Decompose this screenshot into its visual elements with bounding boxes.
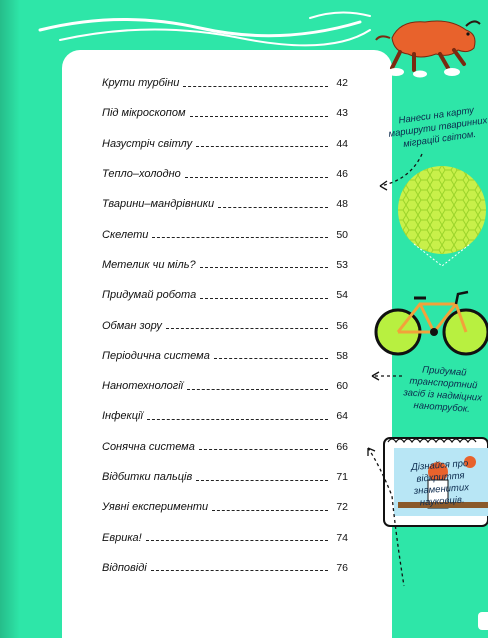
toc-leader-dashes	[214, 358, 328, 359]
toc-leader-dashes	[190, 116, 329, 117]
toc-entry-title: Тварини–мандрівники	[102, 198, 218, 210]
note-scientists: Дізнайся про відкриття знаменитих науковців.	[410, 458, 470, 509]
toc-entry-title: Скелети	[102, 229, 152, 241]
toc-entry-page-number: 64	[336, 410, 348, 423]
toc-leader-dashes	[185, 177, 328, 178]
table-of-contents-card	[62, 50, 392, 638]
toc-entry-title: Тепло–холодно	[102, 168, 185, 180]
toc-entry[interactable]	[102, 189, 348, 219]
toc-leader-dashes	[151, 570, 328, 571]
toc-entry-page-number: 74	[336, 531, 348, 544]
toc-entry-page-number: 42	[336, 77, 348, 90]
toc-entry-title: Назустріч світлу	[102, 138, 196, 150]
toc-entry[interactable]	[102, 553, 348, 583]
toc-entry[interactable]	[102, 129, 348, 159]
toc-entry[interactable]	[102, 371, 348, 401]
toc-entry-title: Метелик чи міль?	[102, 259, 200, 271]
toc-entry[interactable]	[102, 250, 348, 280]
note-nanotube: Придумай транспортний засіб із надміцних нанотрубок.	[402, 364, 483, 415]
toc-leader-dashes	[196, 480, 328, 481]
toc-leader-dashes	[147, 419, 328, 420]
toc-entry-page-number: 66	[336, 440, 348, 453]
toc-entry[interactable]	[102, 341, 348, 371]
toc-leader-dashes	[166, 328, 328, 329]
toc-entry-title: Придумай робота	[102, 289, 200, 301]
note-migration: Нанеси на карту маршрути тваринних міграцій світом.	[387, 104, 488, 150]
toc-leader-dashes	[187, 389, 328, 390]
toc-leader-dashes	[152, 237, 328, 238]
toc-entry[interactable]	[102, 492, 348, 522]
toc-entry-title: Сонячна система	[102, 441, 199, 453]
toc-leader-dashes	[199, 449, 328, 450]
page-edge-tab	[478, 612, 488, 630]
toc-entry-page-number: 60	[336, 380, 348, 393]
toc-entry[interactable]	[102, 522, 348, 552]
toc-entry-page-number: 48	[336, 198, 348, 211]
toc-entry-page-number: 56	[336, 319, 348, 332]
toc-entry-page-number: 43	[336, 107, 348, 120]
toc-leader-dashes	[200, 267, 328, 268]
toc-entry[interactable]	[102, 98, 348, 128]
toc-entry[interactable]	[102, 219, 348, 249]
toc-entry-page-number: 72	[336, 501, 348, 514]
toc-entry[interactable]	[102, 401, 348, 431]
toc-entry-title: Обман зору	[102, 320, 166, 332]
toc-entry-title: Під мікроскопом	[102, 107, 190, 119]
toc-entry-title: Відповіді	[102, 562, 151, 574]
toc-list	[102, 68, 348, 583]
toc-leader-dashes	[146, 540, 328, 541]
toc-entry-page-number: 50	[336, 228, 348, 241]
toc-entry-page-number: 54	[336, 289, 348, 302]
toc-entry-page-number: 71	[336, 471, 348, 483]
hexagon-globe-illustration	[394, 160, 488, 270]
toc-entry-page-number: 76	[336, 561, 348, 574]
toc-leader-dashes	[200, 298, 328, 299]
toc-entry-page-number: 44	[336, 137, 348, 150]
toc-entry-page-number: 53	[336, 258, 348, 271]
toc-entry-title: Інфекції	[102, 410, 147, 422]
toc-leader-dashes	[212, 510, 328, 511]
toc-entry-title: Уявні експерименти	[102, 501, 212, 513]
toc-entry-title: Відбитки пальців	[102, 471, 196, 483]
toc-entry-title: Крути турбіни	[102, 77, 183, 89]
toc-entry-title: Періодична система	[102, 350, 214, 362]
toc-leader-dashes	[196, 146, 328, 147]
toc-leader-dashes	[218, 207, 328, 208]
toc-entry[interactable]	[102, 462, 348, 492]
toc-leader-dashes	[183, 86, 328, 87]
toc-entry[interactable]	[102, 432, 348, 462]
toc-entry-page-number: 58	[336, 349, 348, 362]
book-spine-shadow	[0, 0, 20, 638]
toc-entry-title: Еврика!	[102, 532, 146, 544]
toc-entry[interactable]	[102, 280, 348, 310]
toc-entry[interactable]	[102, 159, 348, 189]
bicycle-illustration	[374, 284, 488, 364]
toc-entry-page-number: 46	[336, 168, 348, 181]
toc-entry-title: Нанотехнології	[102, 380, 187, 392]
bison-illustration	[370, 8, 488, 80]
toc-entry[interactable]	[102, 68, 348, 98]
toc-entry[interactable]	[102, 310, 348, 340]
